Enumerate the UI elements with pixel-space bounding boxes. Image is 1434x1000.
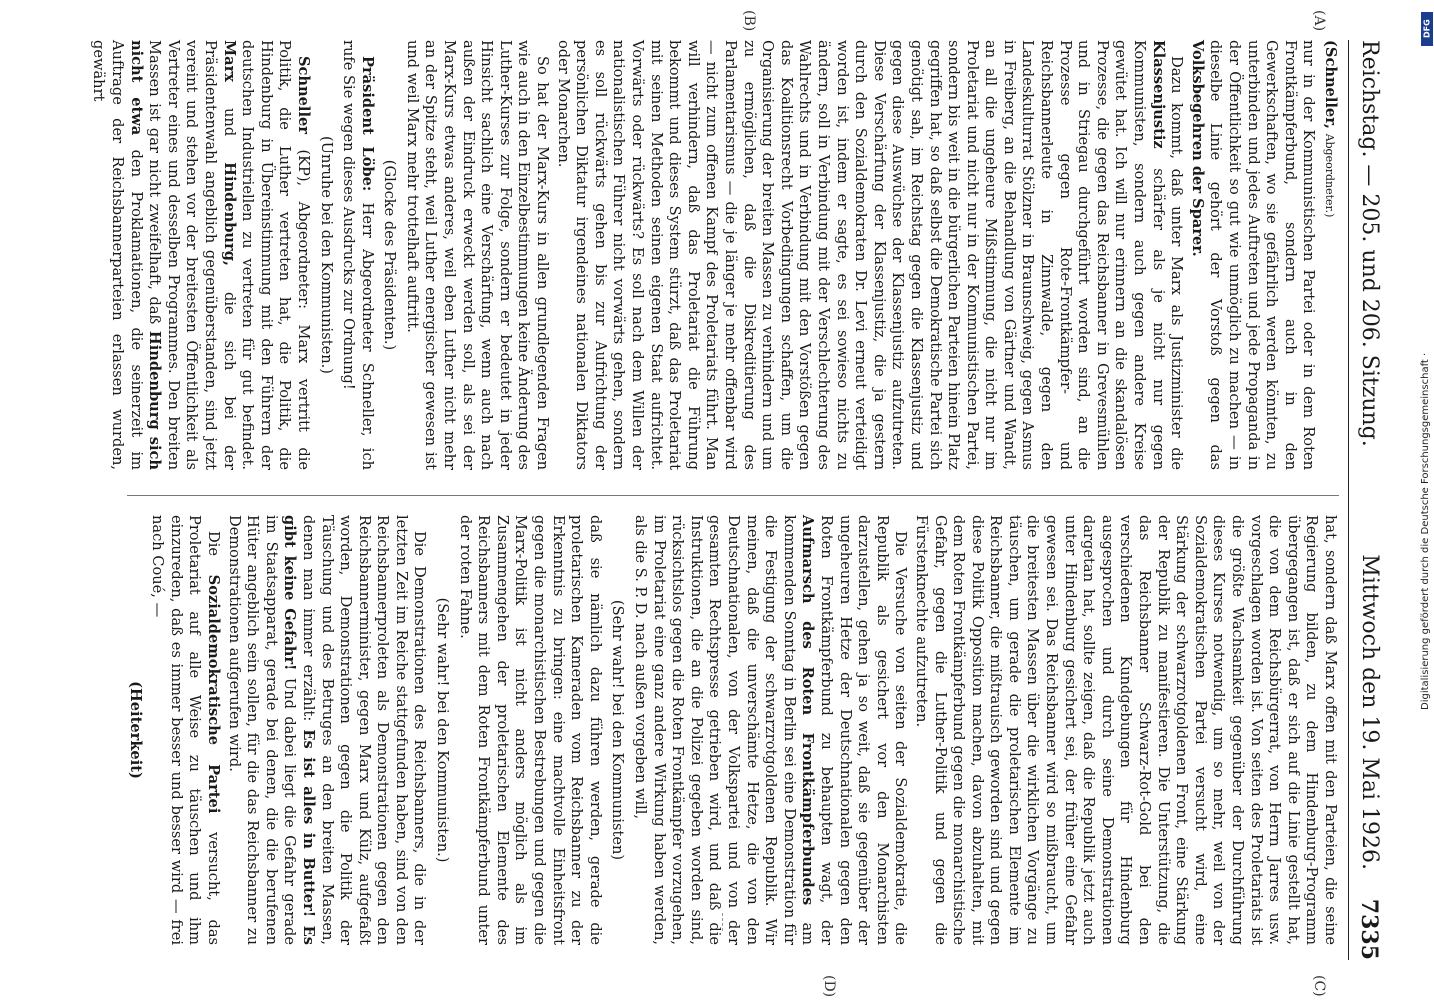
- speaker-line: [1319, 40, 1339, 470]
- bold-term: Hindenburg sich nicht etwa: [127, 40, 164, 470]
- stage-direction: (Glocke des Präsidenten.): [381, 159, 399, 351]
- paragraph-text: Und dabei liegt die Gefahr gerade im Staatsapparat, gerade bei denen, die die berufenen Hüter angeblich sein sollen, für die das Reichsbanner zu Demonstrationen aufgerufen wird.: [225, 515, 299, 946]
- bold-term: Volksbegehren der Sparer.: [1188, 40, 1206, 257]
- laughter-interjection: (Heiterkeit): [126, 681, 144, 779]
- speaker-name: Schneller: [294, 56, 312, 134]
- scan-mark: [722, 913, 729, 931]
- speaker-role: Abgeordneter.): [1323, 133, 1336, 218]
- paragraph-text: die sich bei der Präsidentenwahl angeblich gegenüberstanden, sind jetzt vereint und stehen vor der breitesten Öffentlichkeit als Vertreter eines und desselben Programmes. Den breiten Massen ist gar nicht zweifelhaft, daß: [146, 40, 238, 471]
- dfg-logo: DFG: [1421, 12, 1433, 46]
- credit-text: Digitalisierung gefördert durch die Deutsche Forschungsgemeinschaft ·: [1420, 352, 1431, 710]
- stage-direction: (Unruhe bei den Kommunisten.): [317, 136, 335, 374]
- president-name: Präsident Löbe:: [358, 56, 376, 192]
- paragraph: [339, 40, 376, 470]
- speaker-name: (Schneller,: [1322, 40, 1339, 129]
- running-header: [1348, 40, 1389, 960]
- margin-mark-b: (B): [741, 10, 757, 32]
- paragraph-text: nur in der Kommunistischen Partei oder in dem Roten Frontkämpferbund, sondern auch in den Gewerkschaften, wo sie gefährlich werden könnten, zu unterbinden und jedes Auftreten und jede Propaganda in der Öffentlichkeit so gut wie unmöglich zu machen — in dieselbe Linie gehört der Vorstoß gegen das: [1207, 40, 1318, 470]
- paragraph: hat, sondern daß Marx offen mit den Parteien, die seine Regierung bilden, zu dem Hindenburg-Programm übergegangen ist, daß er sich auf die Linie gestellt hat, die von dem Reichsbürgerrat, von Herrn Jarres usw. vorgeschlagen worden ist. Von seiten des Proletariats ist die größte Wachsamkeit gegenüber der Durchführung dieses Kurses notwendig, um so mehr, weil von der Sozialdemokratischen Partei versucht wird, eine Stärkung der schwarzrotgoldenen Front, eine Stärkung der Republik zu manifestieren. Die Unterstützung, die das Reichsbanner Schwarz-Rot-Gold bei den verschiedenen Kundgebungen für Hindenburg ausgesprochen und durch seine Demonstrationen dargetan hat, sollte zeigen, daß die Republik jetzt auch unter Hindenburg gesichert sei, der früher eine Gefahr gewesen sei. Das Reichsbanner wird so mißbraucht, um die breitesten Massen über die wirklichen Vorgänge zu täuschen, um gerade die proletarischen Elemente im Reichsbanner, die mißtrauisch geworden sind und gegen diese Politik Opposition machen, davon abzuhalten, mit dem Roten Frontkämpferbund gegen die monarchistische Gefahr, gegen die Luther-Politik und gegen die Fürstenknechte aufzutreten.: [912, 515, 1339, 945]
- rotated-page: [90, 0, 1397, 1000]
- bold-term: Marx: [220, 40, 238, 82]
- bold-term: Aufmarsch des Roten Frontkämpferbundes: [799, 515, 817, 906]
- paragraph-text: Die Demonstrationen des Reichsbanners, die in der letzten Zeit im Reiche stattgefunden haben, sind von den Reichsbannerproleten als Demonstrationen gegen den Reichsbannerminister, gegen Marx und Külz, aufgefaßt worden, Demonstrationen gegen die Politik der Täuschung und des Betruges an den breiten Massen, denen man immer erzählt:: [299, 515, 429, 945]
- paragraph-text: (KP), Abgeordneter: Marx vertritt die Politik, die Luther vertreten hat, die Politik, die Hindenburg in Übereinstimmung mit den Führern der deutschen Industriellen zu vertreten für gut befindet.: [239, 40, 312, 470]
- column-divider: [127, 495, 1339, 496]
- paragraph: daß sie nämlich dazu führen werden, gerade die proletarischen Kameraden vom Reichsbanner zu der Erkenntnis zu bringen: eine machtvolle Einheitsfront gegen die monarchistischen Bestrebungen und gegen die Marx-Politik ist nicht anders möglich als im Zusammengehen der proletarischen Elemente des Reichsbanners mit dem Roten Frontkämpferbund unter der roten Fahne.: [456, 515, 604, 945]
- left-column: [90, 40, 1339, 471]
- paragraph-text: am kommenden Sonntag in Berlin sei eine Demonstration für die Festigung der schwarzrotgoldenen Republik. Wir meinen, daß die unverschämte Hetze, die von den Deutschnationalen, von der Volkspartei und von der gesamten Rechtspresse getrieben wird, und daß die Instruktionen, die an die Polizei gegeben worden sind, rücksichtslos gegen die Roten Frontkämpfer vorzugehen, im Proletariat eine ganz andere Wirkung haben werden, als die S. P. D. nach außen vorgeben will,: [632, 515, 817, 945]
- paragraph: [148, 515, 222, 945]
- paragraph: [630, 515, 909, 945]
- page-number: 7335: [1356, 898, 1382, 960]
- paragraph: [553, 40, 1185, 470]
- paragraph-text: schärfer als je nicht nur gegen Kommunisten, sondern auch gegen andere Kreise gewütet hat. Ich will nur erinnern an die skandalösen Prozesse, die gegen das Reichsbanner in Grevesmühlen und in Striegau durchgeführt worden sind, an die Prozesse gegen Rote-Frontkämpfer- und Reichsbannerleute in Zinnwalde, gegen den Landeskulturrat Stölzner in Braunschweig, gegen Asmus in Freiberg, an die Behandlung von Gärtner und Wandt, an all die ungeheure Mißstimmung, die nicht nur im Proletariat und nicht nur in der Kommunistischen Partei, sondern bis weit in die bürgerlichen Parteien hinein Platz gegriffen hat, so daß selbst die Demokratische Partei sich genötigt sah, im Reichstag gegen die Klassenjustiz und gegen diese Auswüchse der Klassenjustiz aufzutreten. Diese Verschärfung der Klassenjustiz, die ja gestern durch den Sozialdemokraten Dr. Levi erneut verteidigt worden ist, indem er sagte, es sei sowieso nichts zu ändern, soll in Verbindung mit der Verschlechterung des Wahlrechts und in Verbindung mit den Vorstößen gegen das Koalitionsrecht Vorbedingungen schaffen, um die Organisierung der breiten Massen zu verhindern und um zu ermöglichen, daß die Diskreditierung des Parlamentarismus — die je länger je mehr offenbar wird — nicht zum offenen Kampf des Proletariats führt. Man will verhindern, daß das Proletariat die Führung bekommt und dieses System stürzt, daß das Proletariat mit seinen Methoden seinen eigenen Staat aufrichtet. Vorwärts oder rückwärts? Es soll nach dem Willen der nationalistischen Führer nicht vorwärts gehen, sondern es soll rückwärts gehen bis zur Aufrichtung der persönlichen Diktatur irgendeines nationalen Diktators oder Monarchen.: [554, 40, 1167, 470]
- paragraph: [224, 515, 429, 945]
- right-column: [127, 515, 1339, 945]
- paragraph-text: versucht, das Proletariat auf alle Weise zu täuschen und ihm einzureden, daß es immer besser und besser wird — frei nach Coué, —: [149, 515, 222, 946]
- interjection: (Sehr wahr! bei den Kommunisten): [609, 599, 627, 861]
- paragraph: [1187, 40, 1317, 470]
- bold-term: Sozialdemokratische Partei: [204, 574, 222, 814]
- bold-term: Hindenburg,: [220, 162, 238, 267]
- margin-mark-c: (C): [1311, 975, 1327, 997]
- margin-mark-d: (D): [821, 975, 837, 998]
- paragraph-text: Dazu kommt, daß unter Marx als Justizminister die: [1168, 56, 1186, 470]
- paragraph-text: Herr Abgeordneter Schneller, ich rufe Sie wegen dieses Ausdrucks zur Ordnung!: [340, 40, 376, 471]
- paragraph-text: Die: [204, 531, 222, 557]
- interjection: (Sehr wahr! bei den Kommunisten.): [434, 597, 452, 863]
- header-left: Reichstag. — 205. und 206. Sitzung.: [1357, 40, 1382, 447]
- paragraph-text: Die Versuche von seiten der Sozialdemokratie, die Republik als gesichert vor den Monarchisten darzustellen, gehen ja so weit, daß sie gegenüber der ungeheuren Hetze der Deutschnationalen gegen den Roten Frontkämpferbund zu behaupten wagt, der: [817, 515, 910, 945]
- header-right: Mittwoch den 19. Mai 1926.: [1357, 554, 1382, 870]
- bold-term: Klassenjustiz: [1149, 40, 1167, 149]
- bold-term: Es ist alles in Butter! Es gibt keine Gefahr!: [281, 515, 317, 946]
- paragraph-text: und: [220, 108, 238, 137]
- margin-mark-a: (A): [1311, 10, 1327, 32]
- credit-sidebar: [1418, 4, 1434, 996]
- paragraph: So hat der Marx-Kurs in allen grundlegenden Fragen wie auch in den Einzelbestimmungen keine Änderung des Luther-Kurses zur Folge, sondern er bedeutet in jeder Hinsicht sachlich eine Verschärfung, wenn auch nach außen der Eindruck erweckt werden soll, als sei der Marx-Kurs etwas anderes, weil eben Luther nicht mehr an der Spitze steht, weil Luther energischer gewesen ist und weil Marx mehr trottelhaft auftritt.: [403, 40, 552, 470]
- paragraph: [89, 40, 312, 470]
- paragraph-text: den Proklamationen, die seinerzeit im Auftrage der Reichsbannerparteien erlassen wurden, gewährt: [90, 40, 145, 470]
